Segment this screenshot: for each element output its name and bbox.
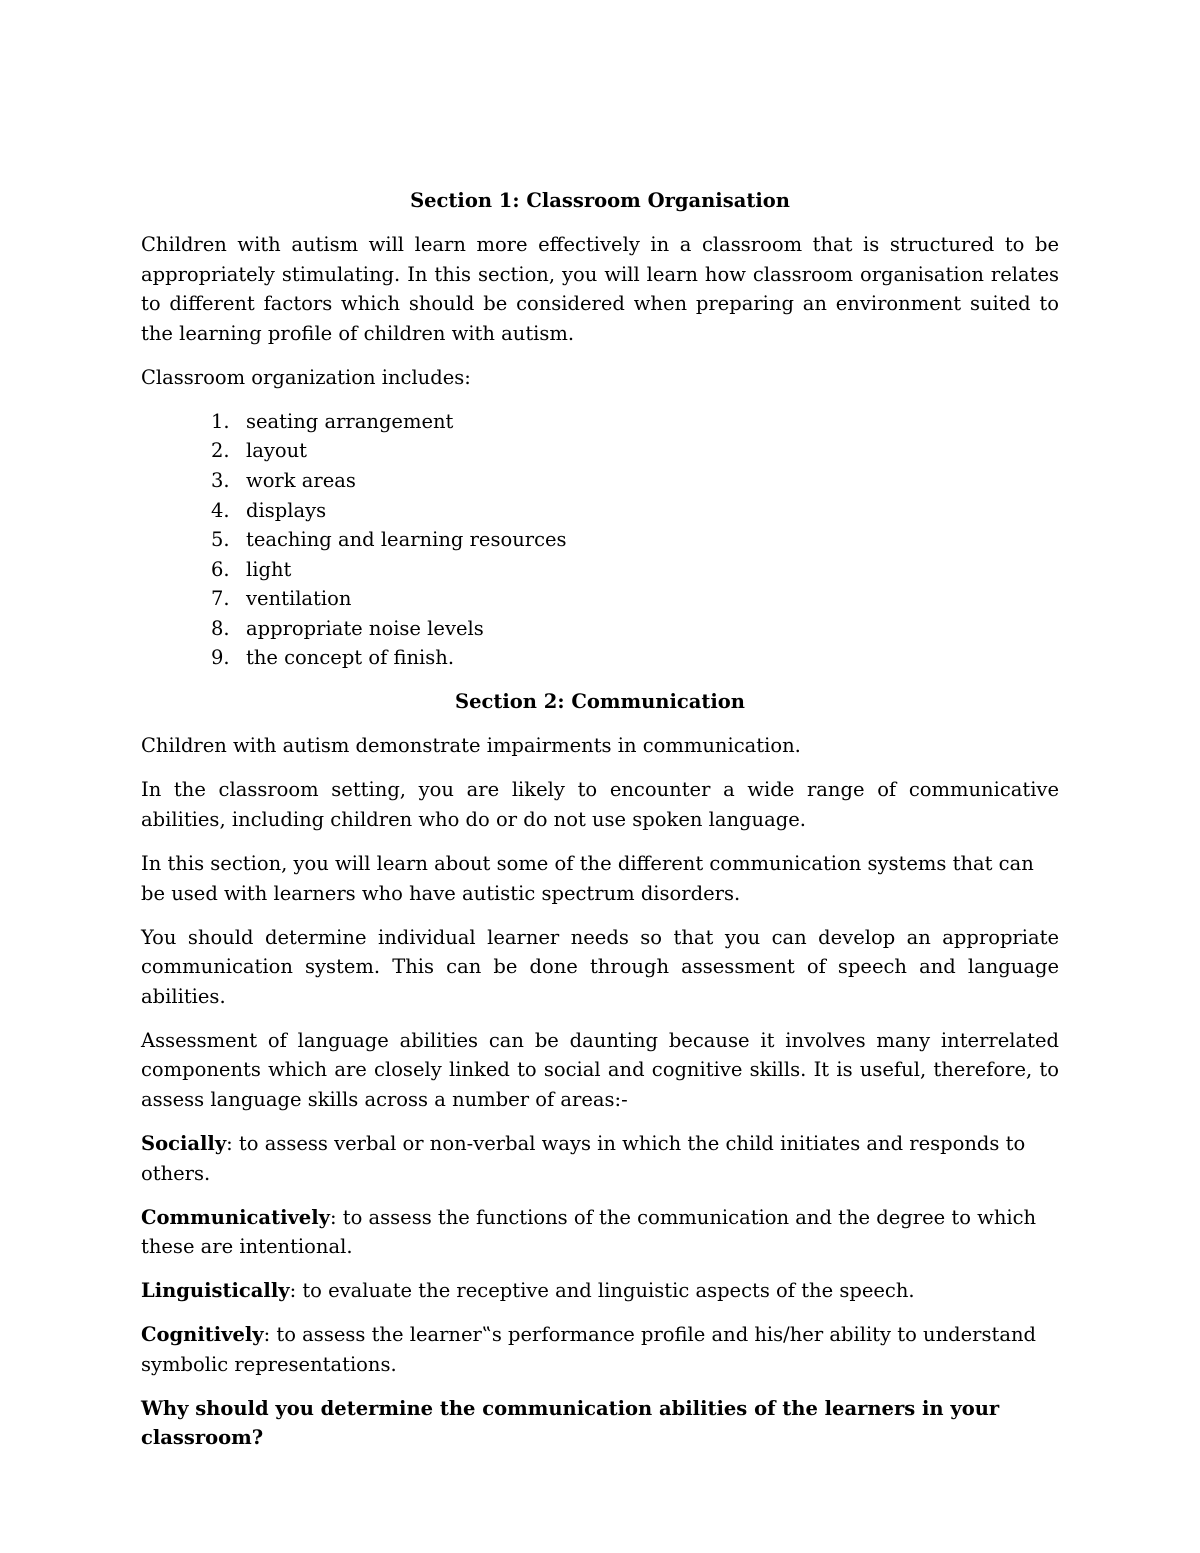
list-item-number: 8.	[211, 616, 230, 640]
area-cognitively	[141, 1320, 1059, 1379]
list-item-number: 3.	[211, 468, 230, 492]
list-item	[141, 496, 1059, 526]
list-item	[141, 614, 1059, 644]
section-2-paragraph-4: You should determine individual learner needs so that you can develop an appropriate communication system. This can be done through assessment of speech and language abilities.	[141, 925, 1059, 1008]
area-description: : to assess the learner‟s performance profile and his/her ability to understand symbolic representations.	[141, 1323, 1036, 1376]
list-item	[141, 436, 1059, 466]
list-item	[141, 466, 1059, 496]
list-item-number: 1.	[211, 409, 230, 433]
area-communicatively	[141, 1203, 1059, 1262]
area-description: : to assess verbal or non-verbal ways in which the child initiates and responds to others.	[141, 1131, 1026, 1185]
document-page	[141, 186, 1059, 1453]
list-item-text: appropriate noise levels	[246, 616, 484, 640]
list-item-number: 7.	[211, 587, 230, 611]
section-2-paragraph-5: Assessment of language abilities can be daunting because it involves many interrelated components which are closely linked to social and cognitive skills. It is useful, therefore, to assess language skills across a number of areas:-	[141, 1028, 1059, 1111]
list-item	[141, 407, 1059, 437]
area-term: Communicatively	[141, 1205, 330, 1229]
list-item	[141, 584, 1059, 614]
list-item-text: layout	[246, 439, 308, 463]
list-item-number: 2.	[211, 439, 230, 463]
list-item-text: teaching and learning resources	[246, 528, 567, 552]
area-socially	[141, 1129, 1059, 1188]
list-item-number: 4.	[211, 498, 230, 522]
list-item-text: the concept of finish.	[246, 646, 455, 670]
list-item	[141, 643, 1059, 673]
list-item-text: seating arrangement	[246, 409, 454, 433]
list-item	[141, 525, 1059, 555]
section-2-paragraph-3: In this section, you will learn about some of the different communication systems that can be used with learners who have autistic spectrum disorders.	[141, 852, 1034, 905]
section-1-intro: Children with autism will learn more effectively in a classroom that is structured to be appropriately stimulating. In this section, you will learn how classroom organisation relates to different factors which should be considered when preparing an environment suited to the learning profile of children with autism.	[141, 232, 1059, 345]
area-term: Cognitively	[141, 1323, 264, 1347]
closing-question: Why should you determine the communication abilities of the learners in your classroom?	[141, 1396, 1000, 1450]
list-item-text: ventilation	[246, 587, 352, 611]
classroom-organization-list	[141, 407, 1059, 673]
list-intro: Classroom organization includes:	[141, 365, 471, 389]
section-2-paragraph-1: Children with autism demonstrate impairments in communication.	[141, 734, 801, 758]
list-item-number: 6.	[211, 557, 230, 581]
section-2-paragraph-2: In the classroom setting, you are likely to encounter a wide range of communicative abilities, including children who do or do not use spoken language.	[141, 778, 1059, 832]
area-term: Linguistically	[141, 1279, 290, 1303]
area-description: : to evaluate the receptive and linguistic aspects of the speech.	[289, 1279, 915, 1303]
area-term: Socially	[141, 1131, 227, 1155]
list-item-text: work areas	[246, 468, 356, 492]
section-2-heading: Section 2: Communication	[455, 690, 745, 714]
list-item-number: 5.	[211, 528, 230, 552]
area-linguistically	[141, 1276, 1059, 1306]
list-item-number: 9.	[211, 646, 230, 670]
area-description: : to assess the functions of the communication and the degree to which these are intentional.	[141, 1205, 1037, 1259]
list-item-text: light	[246, 557, 292, 581]
list-item	[141, 555, 1059, 585]
section-1-heading: Section 1: Classroom Organisation	[410, 189, 790, 212]
list-item-text: displays	[246, 498, 327, 522]
